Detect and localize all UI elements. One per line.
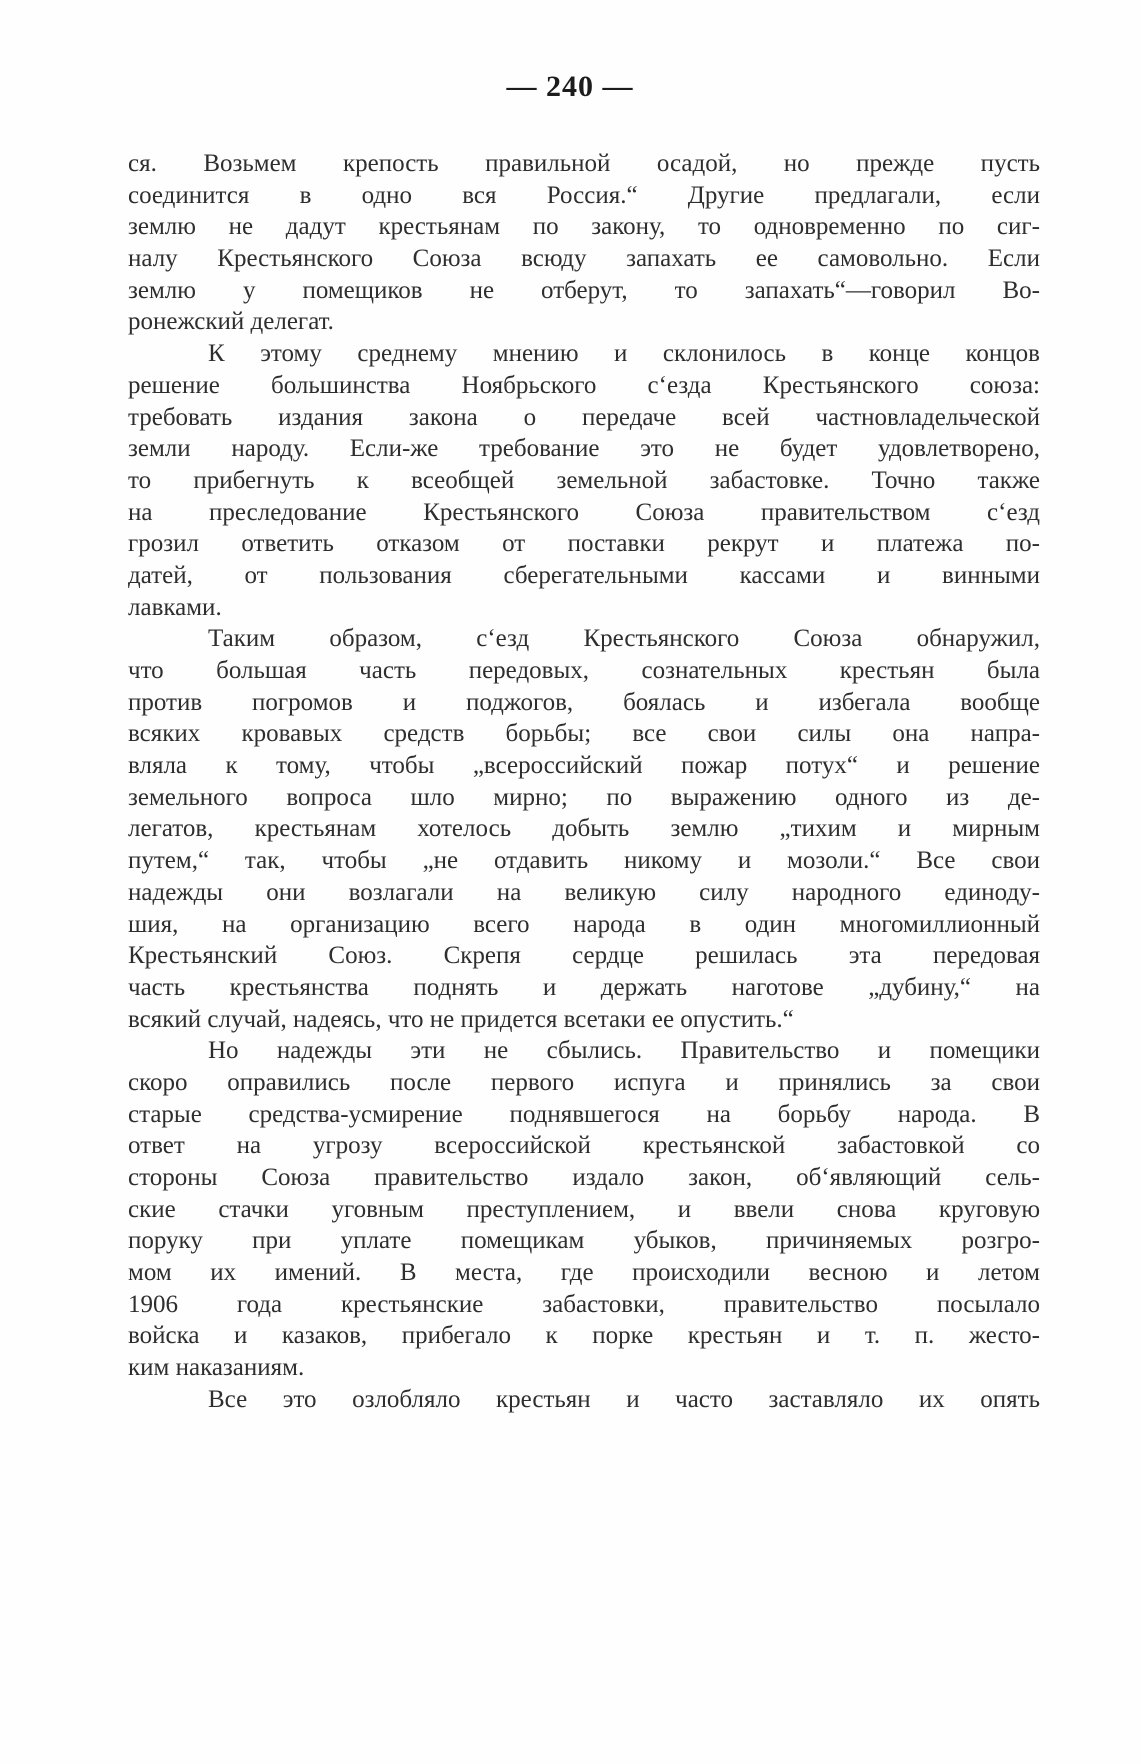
- text-line: Крестьянский Союз. Скрепя сердце решилась эта передовая: [128, 942, 1040, 970]
- text-line: надежды они возлагали на великую силу народного единоду-: [128, 878, 1040, 906]
- text-line: стороны Союза правительство издало закон, об‘являющий сель-: [128, 1164, 1040, 1191]
- text-line: скоро оправились после первого испуга и принялись за свои: [128, 1068, 1040, 1096]
- text-line: ронежский делегат.: [128, 308, 334, 336]
- text-line: войска и казаков, прибегало к порке крестьян и т. п. жесто-: [128, 1322, 1040, 1350]
- text-line: что большая часть передовых, сознательных крестьян была: [128, 657, 1040, 684]
- text-line: грозил ответить отказом от поставки рекрут и платежа по-: [128, 530, 1040, 558]
- text-line: земли народу. Если-же требование это не будет удовлетворено,: [128, 435, 1040, 463]
- text-line: старые средства-усмирение поднявшегося на борьбу народа. В: [128, 1100, 1040, 1128]
- text-line: против погромов и поджогов, боялась и избегала вообще: [128, 688, 1040, 716]
- text-line: ся. Возьмем крепость правильной осадой, но прежде пусть: [128, 150, 1040, 177]
- paragraph-first-line: Таким образом, с‘езд Крестьянского Союза обнаружил,: [208, 625, 1040, 653]
- text-line: шия, на организацию всего народа в один многомиллионный: [128, 910, 1040, 938]
- text-line: 1906 года крестьянские забастовки, правительство посылало: [128, 1290, 1040, 1318]
- text-line: легатов, крестьянам хотелось добыть землю „тихим и мирным: [128, 815, 1040, 843]
- text-line: датей, от пользования сберегательными кассами и винными: [128, 561, 1040, 589]
- text-line: всякий случай, надеясь, что не придется всетаки ее опустить.“: [128, 1005, 794, 1033]
- text-line: всяких кровавых средств борьбы; все свои силы она напра-: [128, 720, 1040, 748]
- text-line: путем,“ так, чтобы „не отдавить никому и мозоли.“ Все свои: [128, 847, 1040, 875]
- text-line: мом их имений. В места, где происходили весною и летом: [128, 1259, 1040, 1287]
- text-line: ким наказаниям.: [128, 1354, 305, 1382]
- page-number: — 240 —: [506, 70, 634, 103]
- text-line: часть крестьянства поднять и держать наготове „дубину,“ на: [128, 973, 1040, 1001]
- text-line: требовать издания закона о передаче всей частновладельческой: [128, 403, 1040, 431]
- body-text: [128, 148, 1040, 1416]
- text-line: ответ на угрозу всероссийской крестьянской забастовкой со: [128, 1132, 1040, 1160]
- paragraph-first-line: Все это озлобляло крестьян и часто заставляло их опять: [208, 1385, 1040, 1413]
- text-line: ские стачки уговным преступлением, и ввели снова круговую: [128, 1195, 1040, 1223]
- text-line: лавками.: [128, 593, 222, 621]
- text-line: то прибегнуть к всеобщей земельной забастовке. Точно также: [128, 466, 1040, 494]
- text-line: поруку при уплате помещикам убыков, причиняемых розгро-: [128, 1227, 1040, 1255]
- text-line: соединится в одно вся Россия.“ Другие предлагали, если: [128, 181, 1040, 209]
- text-line: землю не дадут крестьянам по закону, то одновременно по сиг-: [128, 213, 1040, 241]
- text-line: решение большинства Ноябрьского с‘езда Крестьянского союза:: [128, 371, 1040, 399]
- text-line: земельного вопроса шло мирно; по выражению одного из де-: [128, 783, 1040, 811]
- paragraph-first-line: Но надежды эти не сбылись. Правительство и помещики: [208, 1037, 1040, 1065]
- paragraph-first-line: К этому среднему мнению и склонилось в конце концов: [208, 340, 1040, 368]
- text-line: налу Крестьянского Союза всюду запахать ее самовольно. Если: [128, 245, 1040, 273]
- text-line: землю у помещиков не отберут, то запахать“—говорил Во-: [128, 276, 1040, 304]
- text-line: на преследование Крестьянского Союза правительством с‘езд: [128, 498, 1040, 526]
- text-line: вляла к тому, чтобы „всероссийский пожар потух“ и решение: [128, 752, 1040, 780]
